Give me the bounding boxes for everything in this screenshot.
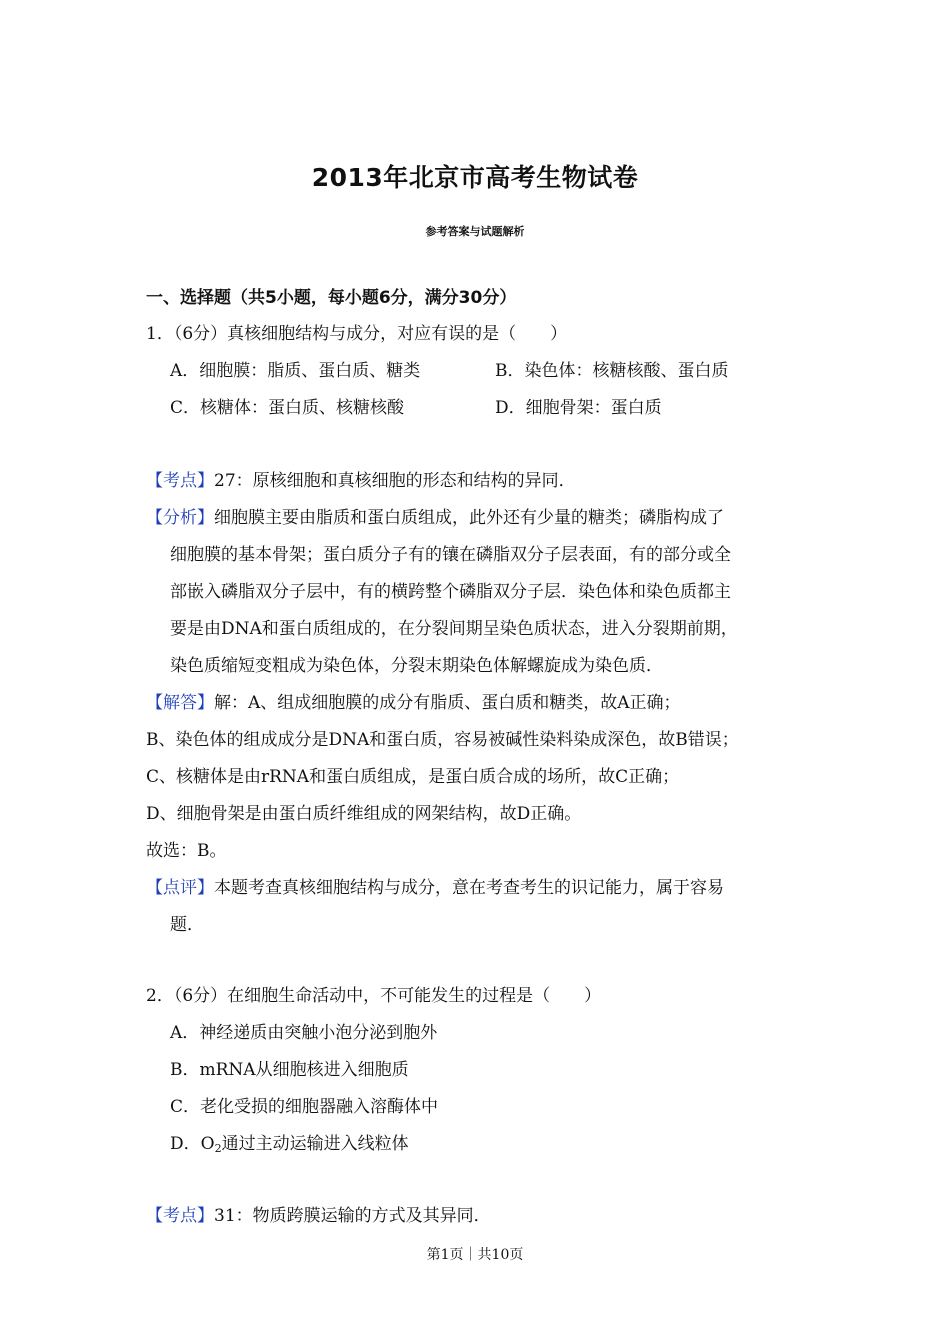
fenxi-line: 要是由DNA和蛋白质组成的，在分裂间期呈染色质状态，进入分裂期前期， [170,619,738,639]
jieda-tag: 【解答】 [146,693,214,713]
question-2-option-a: A．神经递质由突触小泡分泌到胞外 [170,1023,438,1043]
kaodian-tag: 【考点】 [146,471,214,491]
fenxi-line: 细胞膜的基本骨架；蛋白质分子有的镶在磷脂双分子层表面，有的部分或全 [170,545,731,565]
jieda-line: 解：A、组成细胞膜的成分有脂质、蛋白质和糖类，故A正确； [214,693,681,713]
option-d-subscript: 2 [214,1142,222,1155]
kaodian-text: 27：原核细胞和真核细胞的形态和结构的异同． [214,471,576,491]
dianping-tag: 【点评】 [146,878,214,898]
fenxi-line: 细胞膜主要由脂质和蛋白质组成，此外还有少量的糖类；磷脂构成了 [214,508,724,528]
option-d-suffix: 通过主动运输进入线粒体 [221,1134,409,1154]
document-subtitle: 参考答案与试题解析 [425,225,525,238]
jieda-line: B、染色体的组成成分是DNA和蛋白质，容易被碱性染料染成深色，故B错误； [146,730,739,750]
question-1-dianping [146,877,724,899]
kaodian-tag: 【考点】 [146,1206,214,1226]
question-1-option-c: C．核糖体：蛋白质、核糖核酸 [170,398,405,418]
jieda-line: D、细胞骨架是由蛋白质纤维组成的网架结构，故D正确。 [146,804,582,824]
section-heading: 一、选择题（共5小题，每小题6分，满分30分） [146,288,517,308]
question-1-fenxi [146,507,724,529]
question-2-option-b: B．mRNA从细胞核进入细胞质 [170,1060,409,1080]
question-2-kaodian [146,1205,491,1227]
fenxi-line: 染色质缩短变粗成为染色体，分裂末期染色体解螺旋成为染色质． [170,656,663,676]
jieda-line: 故选：B。 [146,841,227,861]
dianping-line: 题． [170,915,204,935]
dianping-line: 本题考查真核细胞结构与成分，意在考查考生的识记能力，属于容易 [214,878,724,898]
page-footer: 第1页｜共10页 [426,1247,524,1263]
question-1-option-a: A．细胞膜：脂质、蛋白质、糖类 [170,361,421,381]
option-d-prefix: D．O [170,1134,215,1154]
question-1-kaodian [146,470,576,492]
question-2-option-d [170,1133,409,1160]
question-1-option-b: B．染色体：核糖核酸、蛋白质 [495,361,729,381]
fenxi-line: 部嵌入磷脂双分子层中，有的横跨整个磷脂双分子层．染色体和染色质都主 [170,582,731,602]
question-1-option-d: D．细胞骨架：蛋白质 [495,398,662,418]
jieda-line: C、核糖体是由rRNA和蛋白质组成，是蛋白质合成的场所，故C正确； [146,767,680,787]
kaodian-text: 31：物质跨膜运输的方式及其异同． [214,1206,491,1226]
question-1-stem: 1．（6分）真核细胞结构与成分，对应有误的是（ ） [146,324,568,344]
question-2-option-c: C．老化受损的细胞器融入溶酶体中 [170,1097,439,1117]
question-1-jieda [146,692,681,714]
question-2-stem: 2．（6分）在细胞生命活动中，不可能发生的过程是（ ） [146,986,602,1006]
fenxi-tag: 【分析】 [146,508,214,528]
document-title: 2013年北京市高考生物试卷 [311,163,639,192]
